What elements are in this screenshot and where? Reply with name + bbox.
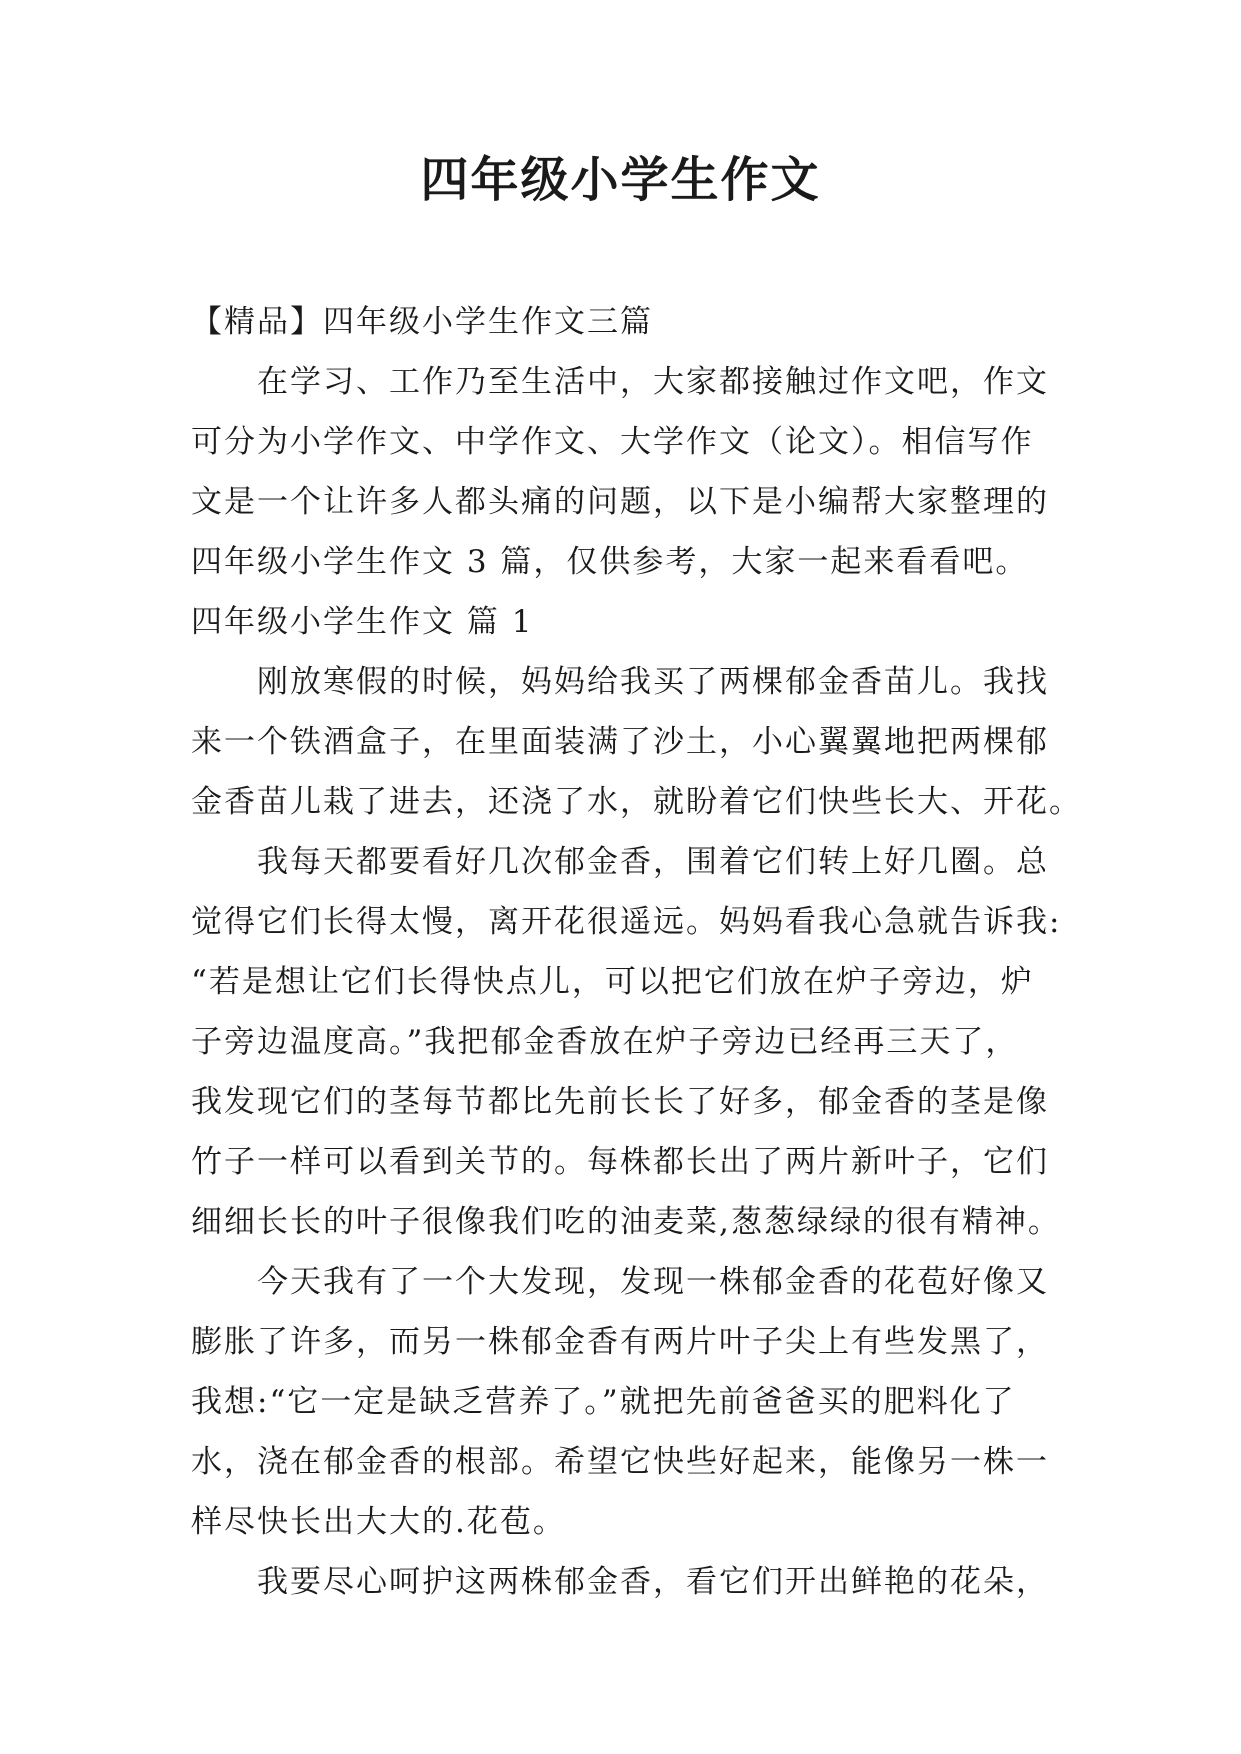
text-line: 觉得它们长得太慢，离开花很遥远。妈妈看我心急就告诉我: [191,904,1062,940]
text-line: 文是一个让许多人都头痛的问题，以下是小编帮大家整理的 [191,484,1049,520]
text-line: 来一个铁酒盒子，在里面装满了沙土，小心翼翼地把两棵郁 [191,724,1049,760]
text-line: 可分为小学作文、中学作文、大学作文（论文）。相信写作 [191,424,1034,460]
text-line: 四年级小学生作文 篇 1 [191,604,534,640]
text-line: 金香苗儿栽了进去，还浇了水，就盼着它们快些长大、开花。 [191,784,1082,820]
text-line: 我想:“它一定是缺乏营养了。”就把先前爸爸买的肥料化了 [191,1384,1016,1420]
text-line: 子旁边温度高。”我把郁金香放在炉子旁边已经再三天了， [191,1024,1019,1060]
text-line: 膨胀了许多，而另一株郁金香有两片叶子尖上有些发黑了， [191,1324,1049,1360]
document-body [191,292,1082,1612]
text-line: 今天我有了一个大发现，发现一株郁金香的花苞好像又 [257,1264,1049,1300]
text-line: 竹子一样可以看到关节的。每株都长出了两片新叶子，它们 [191,1144,1049,1180]
text-line: 四年级小学生作文 3 篇，仅供参考，大家一起来看看吧。 [191,544,1029,580]
document-title: 四年级小学生作文 [420,152,821,208]
text-line: 我要尽心呵护这两株郁金香，看它们开出鲜艳的花朵， [257,1564,1049,1600]
text-line: 【精品】四年级小学生作文三篇 [191,304,653,340]
text-line: 在学习、工作乃至生活中，大家都接触过作文吧，作文 [257,364,1049,400]
text-line: 水，浇在郁金香的根部。希望它快些好起来，能像另一株一 [191,1444,1049,1480]
text-line: 我每天都要看好几次郁金香，围着它们转上好几圈。总 [257,844,1049,880]
text-line: 细细长长的叶子很像我们吃的油麦菜,葱葱绿绿的很有精神。 [191,1204,1061,1240]
text-line: 样尽快长出大大的.花苞。 [191,1504,566,1540]
text-line: 刚放寒假的时候，妈妈给我买了两棵郁金香苗儿。我找 [257,664,1049,700]
text-line: “若是想让它们长得快点儿，可以把它们放在炉子旁边，炉 [191,964,1034,1000]
text-line: 我发现它们的茎每节都比先前长长了好多，郁金香的茎是像 [191,1084,1049,1120]
